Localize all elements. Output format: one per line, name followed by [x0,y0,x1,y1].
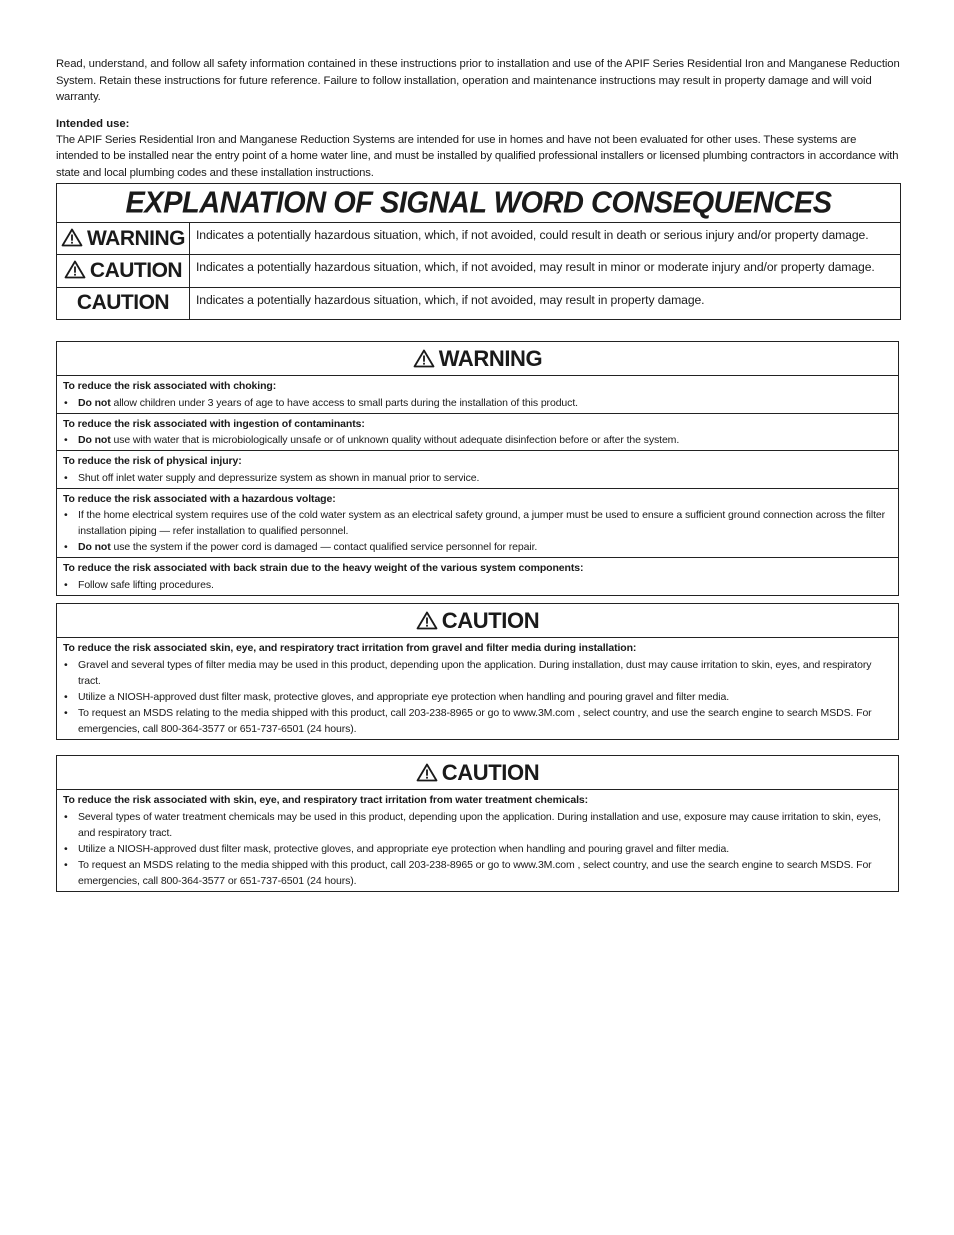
list-item [63,507,892,539]
intended-use-heading: Intended use: [56,117,130,130]
bold-text: Do not [78,434,111,446]
intro-paragraph: Read, understand, and follow all safety information contained in these instructions prior to installation and use of the APIF Series Residential Iron and Manganese Reduction System. Retain these instructions for future reference. Failure to follow installation, operation and maintenance instructions may result in property damage and will void warranty. [56,58,900,104]
item-text: allow children under 3 years of age to have access to small parts during the installation of this product. [110,396,578,409]
warning-section [57,489,898,559]
item-text: use the system if the power cord is damaged — contact qualified service personnel for repair. [110,541,538,553]
caution-box-header [57,756,898,790]
signal-word-label: CAUTION [76,291,170,315]
item-text: Follow safe lifting procedures. [78,578,214,591]
section-heading: To reduce the risk associated with ingestion of contaminants: [63,417,365,430]
warning-section [57,376,898,414]
section-heading: To reduce the risk associated skin, eye, and respiratory tract irritation from gravel and filter media during installation: [63,642,637,654]
list-item [63,470,892,486]
signal-word-description: Indicates a potentially hazardous situation, which, if not avoided, could result in death or serious injury and/or property damage. [190,223,901,255]
section-heading: To reduce the risk of physical injury: [63,455,242,467]
section-heading: To reduce the risk associated with choking: [63,380,277,392]
warning-section [57,451,898,489]
caution-box-header [57,604,898,638]
section-heading: To reduce the risk associated with a hazardous voltage: [63,492,336,505]
list-item [63,841,892,857]
signal-word-table [56,183,901,320]
warning-section [57,414,898,452]
signal-word-label: WARNING [87,226,185,250]
item-text: If the home electrical system requires use of the cold water system as an electrical safety ground, a jumper must be used to ensure a sufficient ground connection across the filter installation piping — refer installation to qualified personnel. [78,509,886,537]
list-item [63,705,892,737]
signal-word-caution [57,287,190,319]
caution-box-gravel [56,603,899,740]
intro-block [56,56,901,182]
item-text: use with water that is microbiologically unsafe or of unknown quality without adequate disinfection before or after the system. [110,434,680,446]
item-text: Several types of water treatment chemicals may be used in this product, depending upon the application. During installation and use, exposure may cause irritation to skin, eyes, and respiratory tract. [78,810,881,839]
signal-word-description: Indicates a potentially hazardous situation, which, if not avoided, may result in property damage. [190,287,901,319]
warning-triangle-icon [64,260,86,279]
caution-section [57,638,898,739]
warning-section [57,558,898,595]
item-text: Utilize a NIOSH-approved dust filter mask, protective gloves, and appropriate eye protection when handling and pouring gravel and filter media. [78,842,730,855]
warning-box-header [57,342,898,376]
warning-triangle-icon [416,611,438,630]
section-heading: To reduce the risk associated with skin, eye, and respiratory tract irritation from water treatment chemicals: [63,794,589,806]
bold-text: Do not [78,396,111,409]
signal-word-caution-symbol [57,255,190,287]
caution-box-title: CAUTION [441,608,540,633]
warning-triangle-icon [416,763,438,782]
section-heading: To reduce the risk associated with back strain due to the heavy weight of the various system components: [63,562,584,574]
caution-section [57,790,898,891]
item-text: Gravel and several types of filter media may be used in this product, depending upon the application. During installation, dust may cause irritation to skin, eyes, and respiratory tract. [78,658,872,687]
warning-triangle-icon [413,349,435,368]
list-item [63,657,892,689]
caution-box-chemicals [56,755,899,892]
warning-triangle-icon [61,228,83,247]
item-text: To request an MSDS relating to the media shipped with this product, call 203-238-8965 or go to www.3M.com , select country, and use the search engine to search MSDS. For emergencies, call 800-364-3577 or 651-737-6501 (24 hours). [78,706,872,735]
list-item [63,395,892,411]
list-item [63,689,892,705]
item-text: To request an MSDS relating to the media shipped with this product, call 203-238-8965 or go to www.3M.com , select country, and use the search engine to search MSDS. For emergencies, call 800-364-3577 or 651-737-6501 (24 hours). [78,858,872,887]
list-item [63,577,892,593]
list-item [63,539,892,555]
list-item [63,432,892,448]
item-text: Shut off inlet water supply and depressurize system as shown in manual prior to service. [78,471,480,484]
signal-word-description: Indicates a potentially hazardous situation, which, if not avoided, may result in minor or moderate injury and/or property damage. [190,255,901,287]
warning-box-title: WARNING [438,346,543,371]
signal-word-label: CAUTION [89,258,183,282]
list-item [63,809,892,841]
item-text: Utilize a NIOSH-approved dust filter mask, protective gloves, and appropriate eye protection when handling and pouring gravel and filter media. [78,690,730,703]
list-item [63,857,892,889]
signal-word-warning [57,223,190,255]
intended-use-paragraph: The APIF Series Residential Iron and Manganese Reduction Systems are intended for use in homes and have not been evaluated for other uses. These systems are intended to be installed near the entry point of a home water line, and must be installed by qualified professional installers or licensed plumbing contractors in accordance with state and local plumbing codes and these installation instructions. [56,133,899,179]
signal-table-title: EXPLANATION OF SIGNAL WORD CONSEQUENCES [57,183,901,224]
bold-text: Do not [78,541,111,553]
caution-box-title: CAUTION [441,760,540,785]
warning-box [56,341,899,596]
